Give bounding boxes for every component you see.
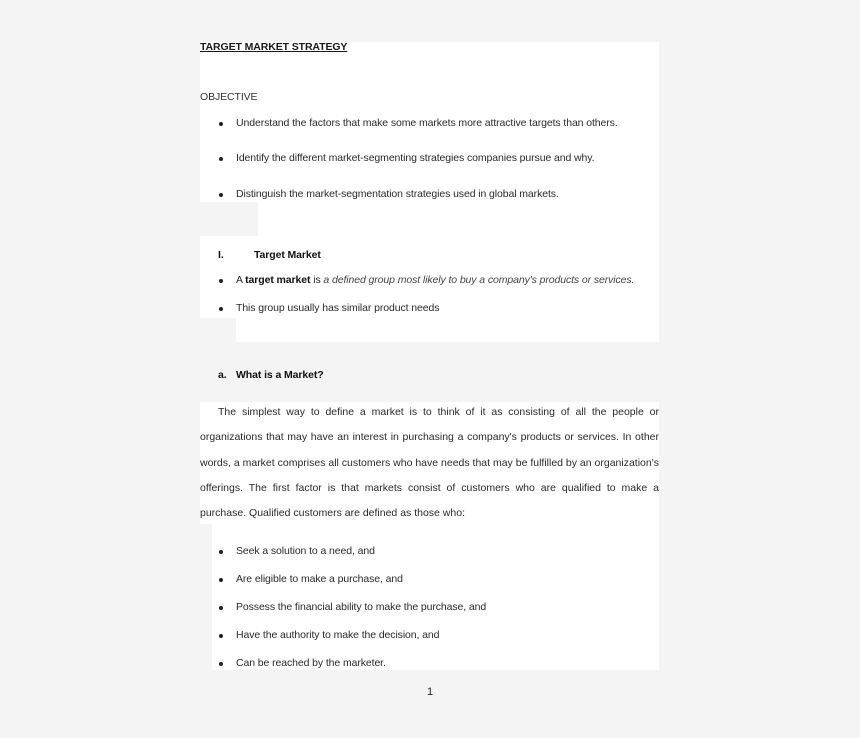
page-block-top-right bbox=[258, 202, 659, 236]
subsection-label: a. bbox=[218, 369, 227, 381]
page-number: 1 bbox=[427, 686, 434, 698]
objective-heading: OBJECTIVE bbox=[200, 91, 258, 103]
objective-item: Identify the different market-segmenting strategies companies pursue and why. bbox=[236, 152, 595, 164]
subsection-heading: What is a Market? bbox=[236, 369, 324, 381]
objective-item: Distinguish the market-segmentation strategies used in global markets. bbox=[236, 188, 559, 200]
objective-item: Understand the factors that make some markets more attractive targets than others. bbox=[236, 117, 618, 129]
bullet-icon bbox=[219, 634, 223, 638]
paragraph-text: The simplest way to define a market is to think of it as consisting of all the people or organizations that may have an interest in purchasing a company's products or services. In other words, a market comprises all customers who have needs that may be fulfilled by an organization's offerings. The first factor is that markets consist of customers who are qualified to make a purchase. Qualified customers are defined as those who: bbox=[200, 406, 659, 520]
bullet-icon bbox=[219, 193, 223, 197]
section-heading: Target Market bbox=[254, 249, 321, 261]
qualified-customer-item: Are eligible to make a purchase, and bbox=[236, 573, 403, 585]
page-block-section1-bottom bbox=[236, 318, 659, 342]
bullet-icon bbox=[219, 662, 223, 666]
section-numeral: I. bbox=[218, 249, 224, 261]
bullet-icon bbox=[219, 307, 223, 311]
bullet-icon bbox=[219, 279, 223, 283]
qualified-customer-item: Can be reached by the marketer. bbox=[236, 657, 386, 669]
qualified-customer-item: Possess the financial ability to make the purchase, and bbox=[236, 601, 487, 613]
definition-term: target market bbox=[245, 274, 311, 286]
bullet-icon bbox=[219, 578, 223, 582]
definition-middle: is bbox=[310, 274, 324, 286]
bullet-icon bbox=[219, 550, 223, 554]
target-market-definition bbox=[236, 274, 634, 286]
qualified-customer-item: Have the authority to make the decision, and bbox=[236, 629, 440, 641]
bullet-icon bbox=[219, 122, 223, 126]
market-definition-paragraph bbox=[200, 400, 659, 526]
definition-prefix: A bbox=[236, 274, 246, 286]
bullet-icon bbox=[219, 157, 223, 161]
document-title: TARGET MARKET STRATEGY bbox=[200, 41, 348, 53]
definition-text: a defined group most likely to buy a company's products or services. bbox=[323, 274, 635, 286]
bullet-icon bbox=[219, 606, 223, 610]
section-bullet: This group usually has similar product needs bbox=[236, 302, 440, 314]
qualified-customer-item: Seek a solution to a need, and bbox=[236, 545, 375, 557]
